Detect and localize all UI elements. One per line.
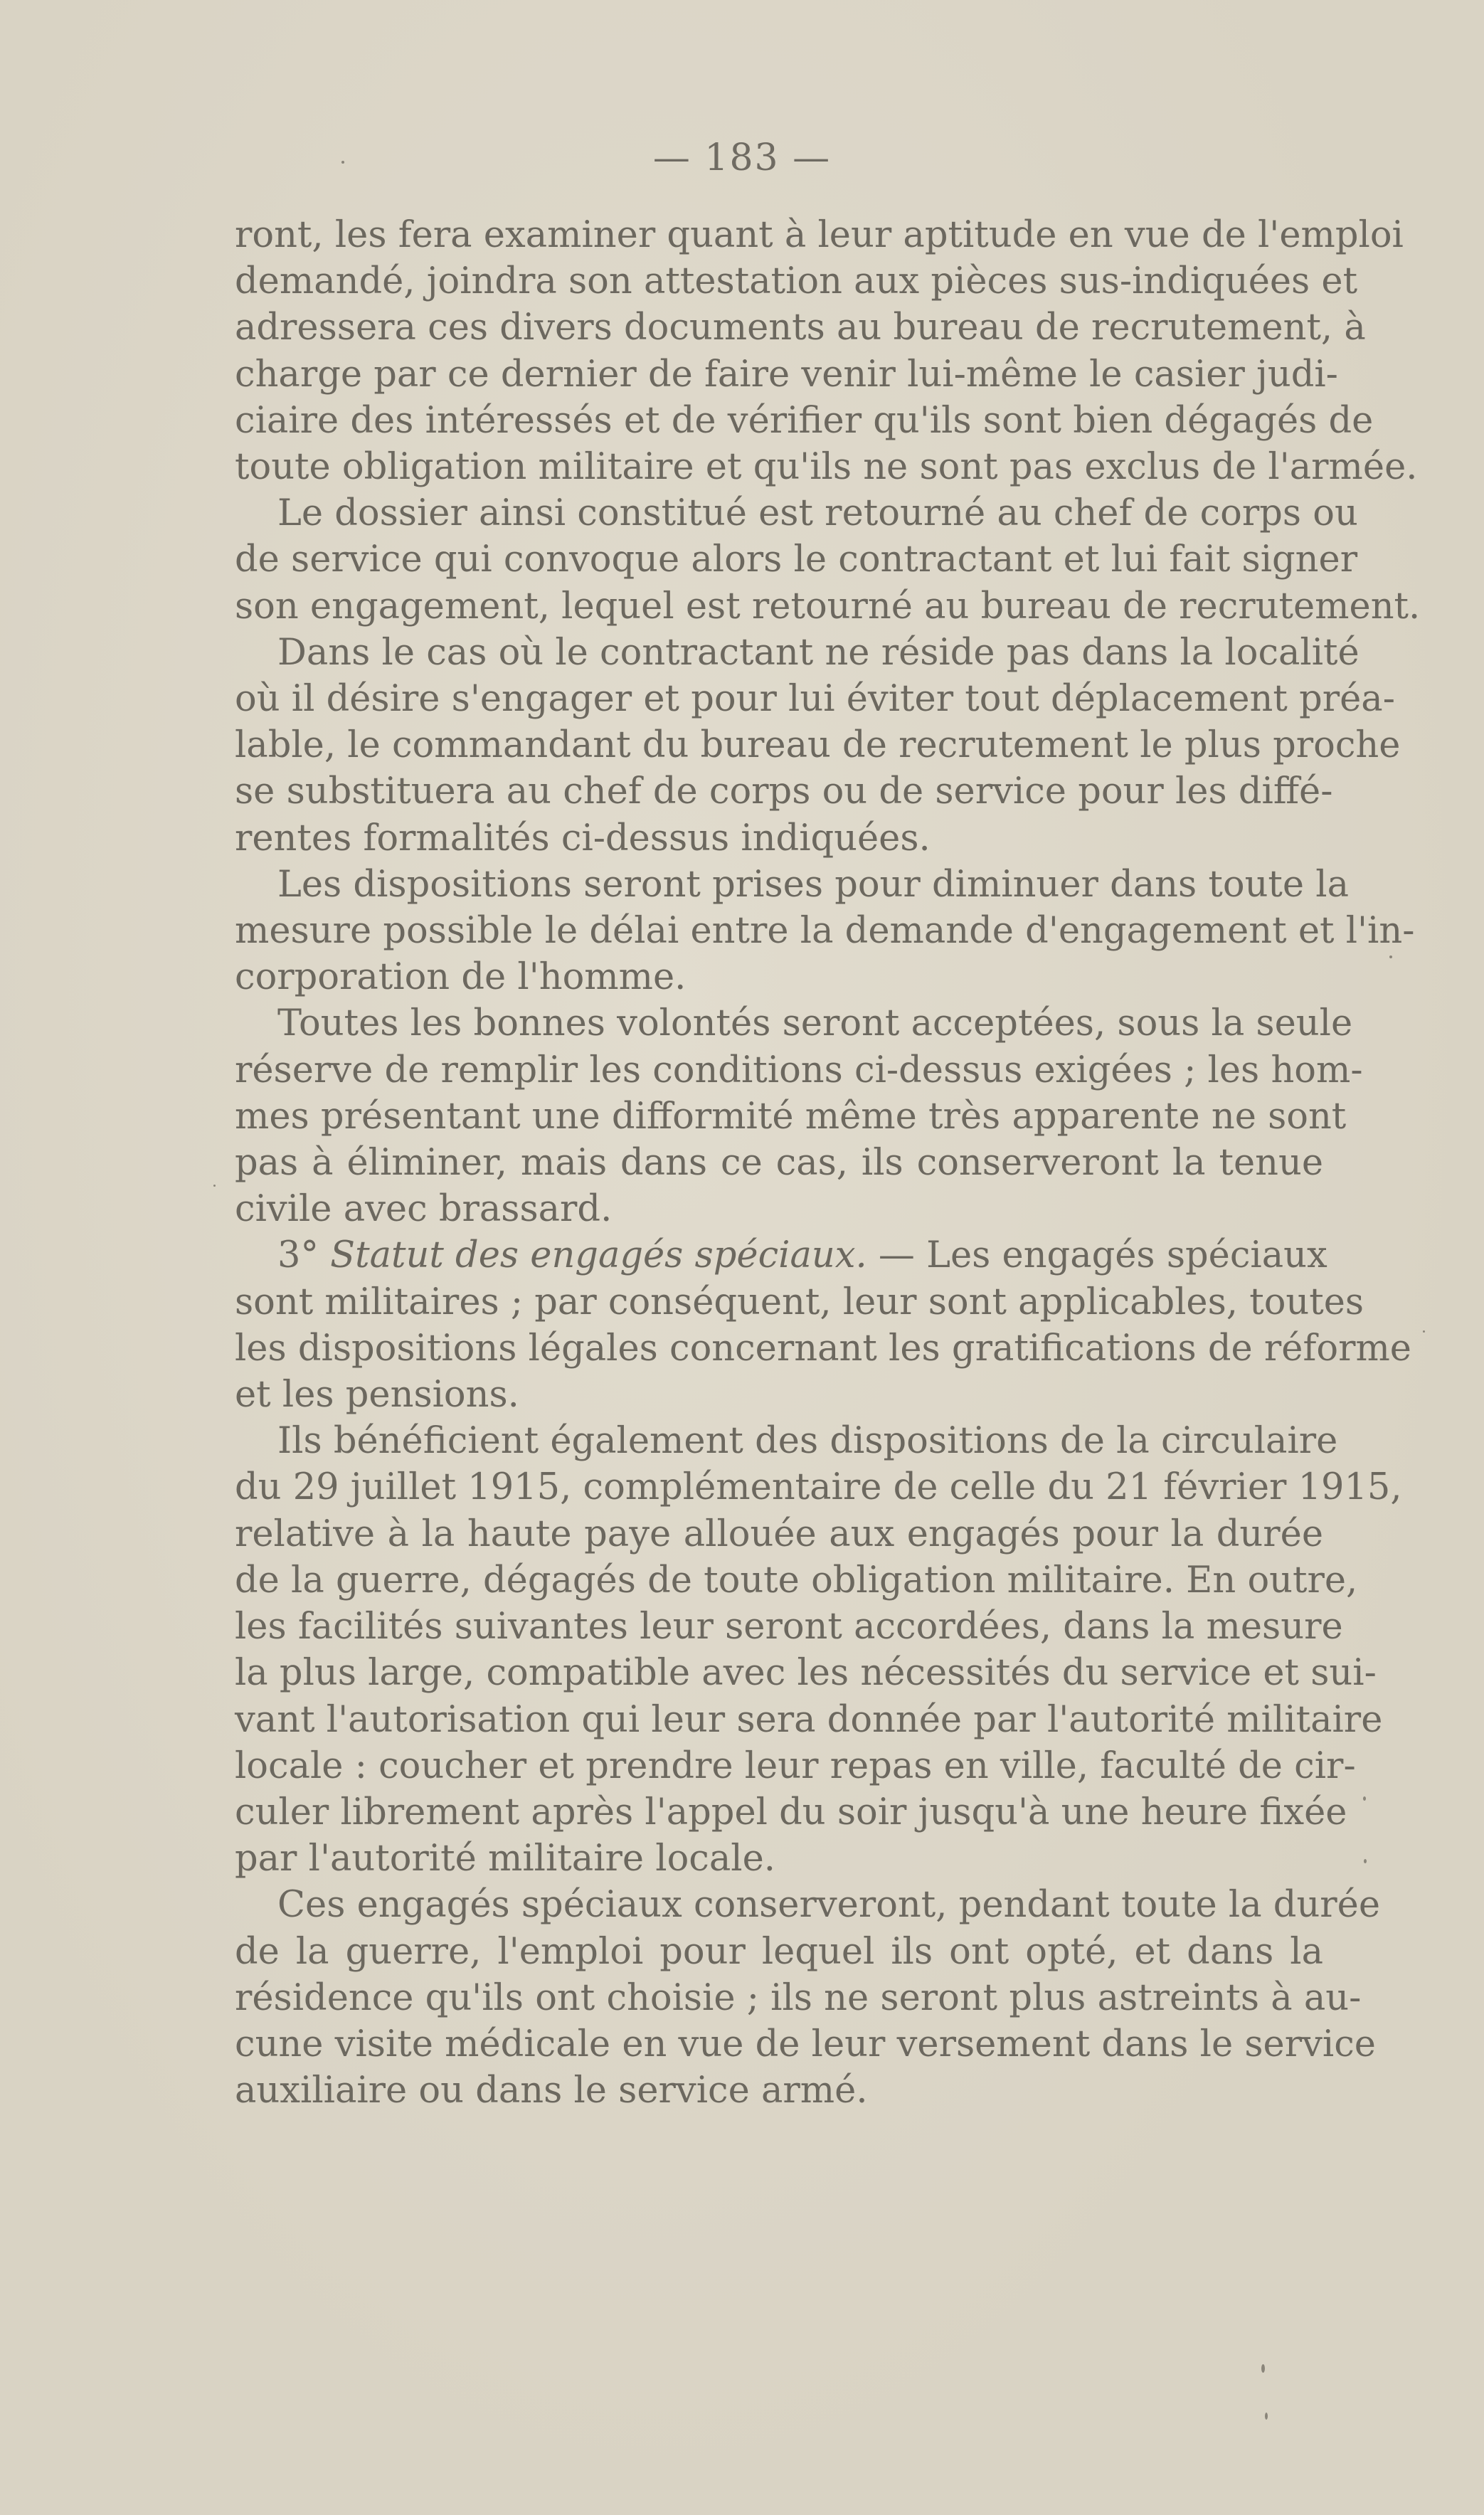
text-line: pas à éliminer, mais dans ce cas, ils conserveront la tenue [235,1142,1323,1185]
scan-speck [1364,1859,1367,1863]
section-number: 3° [277,1234,319,1277]
scan-speck [1265,2413,1268,2420]
paragraph-5 [235,1000,1363,1232]
text-line: de service qui convoque alors le contractant et lui fait signer [235,539,1358,581]
scan-speck [341,161,344,164]
text-line: Les dispositions seront prises pour diminuer dans toute la [277,863,1350,906]
scan-speck [1389,955,1392,958]
text-line: de la guerre, dégagés de toute obligation militaire. En outre, [235,1559,1358,1601]
text-line: auxiliaire ou dans le service armé. [235,2070,868,2112]
paragraph-2 [235,490,1421,630]
scan-speck [1423,1330,1425,1333]
text-line: et les pensions. [235,1374,519,1417]
text-line: sont militaires ; par conséquent, leur sont applicables, toutes [235,1281,1364,1323]
text-line: par l'autorité militaire locale. [235,1838,775,1880]
paragraph-3 [235,630,1401,862]
text-line: culer librement après l'appel du soir jusqu'à une heure fixée [235,1791,1347,1833]
text-line: résidence qu'ils ont choisie ; ils ne seront plus astreints à au- [235,1976,1362,2019]
section-heading-line [235,1232,1327,1278]
text-line: toute obligation militaire et qu'ils ne sont pas exclus de l'armée. [235,446,1418,489]
paragraph-8 [235,1882,1381,2114]
scan-speck [1363,1796,1366,1801]
text-line: cune visite médicale en vue de leur versement dans le service [235,2023,1376,2065]
text-line: de la guerre, l'emploi pour lequel ils ont opté, et dans la [235,1930,1323,1973]
text-line: relative à la haute paye allouée aux engagés pour la durée [235,1513,1323,1555]
text-line: demandé, joindra son attestation aux pièces sus-indiquées et [235,260,1358,303]
text-line: Dans le cas où le contractant ne réside pas dans la localité [277,631,1360,674]
text-line: ciaire des intéressés et de vérifier qu'ils sont bien dégagés de [235,399,1374,442]
text-line: lable, le commandant du bureau de recrutement le plus proche [235,724,1401,767]
text-line: les dispositions légales concernant les gratifications de réforme [235,1327,1411,1370]
scan-speck [213,1185,216,1187]
text-line: se substituera au chef de corps ou de service pour les diffé- [235,771,1333,813]
body-text [235,212,1421,2114]
text-line: la plus large, compatible avec les nécessités du service et sui- [235,1652,1377,1695]
text-line: Toutes les bonnes volontés seront acceptées, sous la seule [277,1002,1353,1045]
text-line: Le dossier ainsi constitué est retourné au chef de corps ou [277,492,1358,535]
text-line: locale : coucher et prendre leur repas en ville, faculté de cir- [235,1744,1356,1787]
page-number: — 183 — [652,137,832,179]
text-line: corporation de l'homme. [235,956,687,999]
section-title: Statut des engagés spéciaux. [330,1234,867,1277]
text-line: son engagement, lequel est retourné au bureau de recrutement. [235,585,1421,628]
text-line: les facilités suivantes leur seront accordées, dans la mesure [235,1606,1343,1648]
paragraph-6 [235,1232,1411,1418]
text-line: charge par ce dernier de faire venir lui-même le casier judi- [235,353,1338,396]
scan-speck [1261,2364,1265,2373]
section-lead-text: — Les engagés spéciaux [866,1234,1327,1277]
text-line: mesure possible le délai entre la demande d'engagement et l'in- [235,910,1415,953]
text-line: civile avec brassard. [235,1188,613,1231]
text-line: réserve de remplir les conditions ci-dessus exigées ; les hom- [235,1049,1363,1091]
text-line: Ils bénéficient également des dispositions de la circulaire [277,1420,1338,1463]
text-line: Ces engagés spéciaux conserveront, pendant toute la durée [277,1884,1381,1927]
text-line: adressera ces divers documents au bureau de recrutement, à [235,307,1366,349]
text-line: mes présentant une difformité même très apparente ne sont [235,1095,1347,1138]
paragraph-4 [235,862,1415,1001]
text-line: rentes formalités ci-dessus indiquées. [235,817,931,859]
text-line: ront, les fera examiner quant à leur aptitude en vue de l'emploi [235,214,1404,256]
text-line: où il désire s'engager et pour lui éviter tout déplacement préa- [235,678,1395,721]
text-line: du 29 juillet 1915, complémentaire de celle du 21 février 1915, [235,1466,1402,1509]
paragraph-7 [235,1418,1402,1882]
text-line: vant l'autorisation qui leur sera donnée par l'autorité militaire [235,1698,1383,1741]
paragraph-1 [235,212,1418,490]
